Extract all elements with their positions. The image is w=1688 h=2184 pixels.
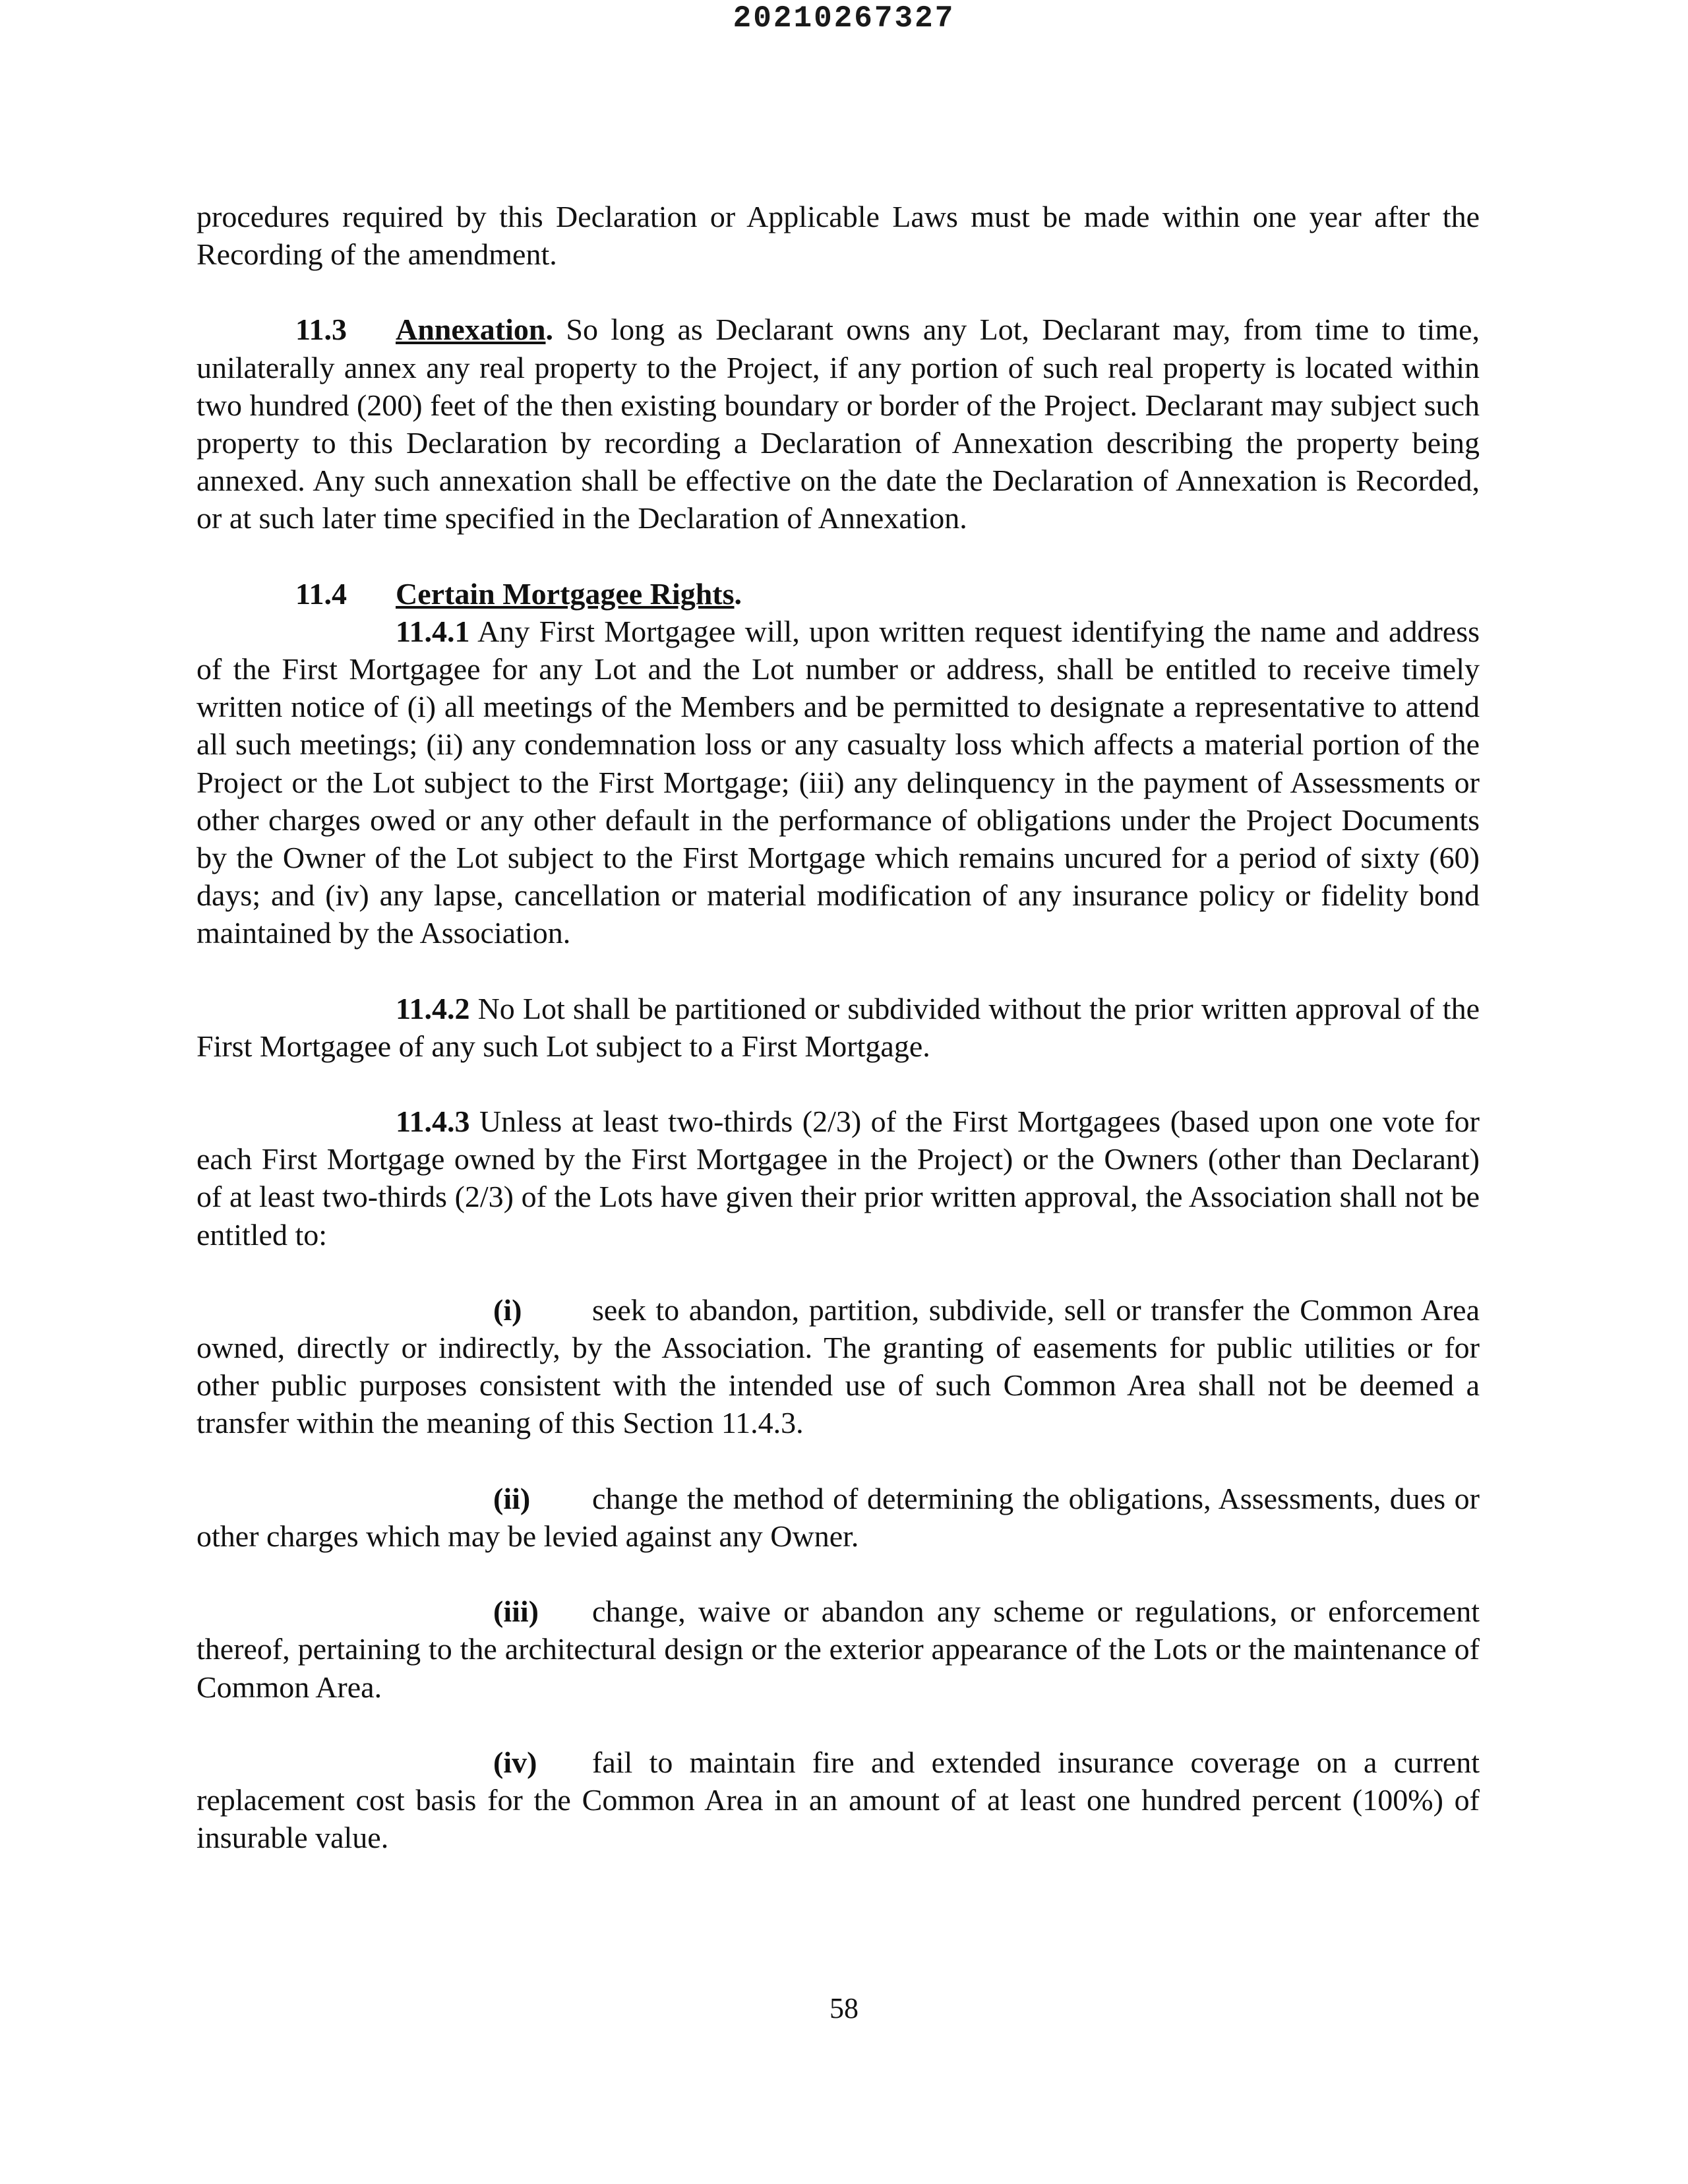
continuation-paragraph: procedures required by this Declaration or Applicable Laws must be made within one year after the Recording of the amendment. xyxy=(196,200,1480,272)
page-number: 58 xyxy=(829,1992,859,2024)
item-label: (ii) xyxy=(493,1481,531,1515)
subsection-11-4-2 xyxy=(196,990,1480,1065)
item-text: seek to abandon, partition, subdivide, sell or transfer the Common Area owned, directly or indirectly, by the Association. The granting of easements for public utilities or for other public purposes consistent with the intended use of such Common Area shall not be deemed a transfer within the meaning of this Section 11.4.3. xyxy=(196,1292,1480,1440)
section-title: Annexation xyxy=(396,313,546,347)
item-label: (iv) xyxy=(493,1745,537,1779)
item-label: (iii) xyxy=(493,1594,539,1629)
subsection-text: Unless at least two-thirds (2/3) of the First Mortgagees (based upon one vote for each First Mortgage owned by the First Mortgagee in the Project) or the Owners (other than Declarant) of at least two-thirds (2/3) of the Lots have given their prior written approval, the Association shall not be entitled to: xyxy=(196,1105,1480,1252)
list-item-i xyxy=(196,1291,1480,1442)
section-title-punct: . xyxy=(545,313,553,347)
subsection-11-4-3 xyxy=(196,1103,1480,1254)
page-body xyxy=(196,198,1480,1856)
list-item-iii xyxy=(196,1592,1480,1706)
section-title-punct: . xyxy=(734,576,742,611)
subsection-text: Any First Mortgagee will, upon written request identifying the name and address of the First Mortgagee for any Lot and the Lot number or address, shall be entitled to receive timely written notice of (i) all meetings of the Members and be permitted to designate a representative to attend all such meetings; (ii) any condemnation loss or any casualty loss which affects a material portion of the Project or the Lot subject to the First Mortgage; (iii) any delinquency in the payment of Assessments or other charges owed or any other default in the performance of obligations under the Project Documents by the Owner of the Lot subject to the First Mortgage which remains uncured for a period of sixty (60) days; and (iv) any lapse, cancellation or material modification of any insurance policy or fidelity bond maintained by the Association. xyxy=(196,614,1480,950)
section-11-3 xyxy=(196,311,1480,537)
subsection-number: 11.4.1 xyxy=(396,614,470,648)
item-text: change, waive or abandon any scheme or regulations, or enforcement thereof, pertaining to the architectural design or the exterior appearance of the Lots or the maintenance of Common Area. xyxy=(196,1594,1480,1704)
subsection-text: No Lot shall be partitioned or subdivided without the prior written approval of the First Mortgagee of any such Lot subject to a First Mortgage. xyxy=(196,991,1480,1063)
item-label: (i) xyxy=(493,1292,522,1327)
section-11-4-heading xyxy=(196,575,1480,613)
list-item-ii xyxy=(196,1480,1480,1555)
section-body: So long as Declarant owns any Lot, Declarant may, from time to time, unilaterally annex any real property to the Project, if any portion of such real property is located within two hundred (200) feet of the then existing boundary or border of the Project. Declarant may subject such property to this Declaration by recording a Declaration of Annexation describing the property being annexed. Any such annexation shall be effective on the date the Declaration of Annexation is Recorded, or at such later time specified in the Declaration of Annexation. xyxy=(196,313,1480,535)
section-title: Certain Mortgagee Rights xyxy=(396,576,735,611)
section-number: 11.3 xyxy=(295,313,347,347)
subsection-11-4-1 xyxy=(196,613,1480,952)
subsection-number: 11.4.3 xyxy=(396,1105,470,1139)
item-text: fail to maintain fire and extended insurance coverage on a current replacement cost basis for the Common Area in an amount of at least one hundred percent (100%) of insurable value. xyxy=(196,1745,1480,1855)
item-text: change the method of determining the obligations, Assessments, dues or other charges which may be levied against any Owner. xyxy=(196,1481,1480,1553)
subsection-number: 11.4.2 xyxy=(396,991,470,1025)
document-number: 20210267327 xyxy=(733,1,955,36)
section-number: 11.4 xyxy=(295,576,347,611)
list-item-iv xyxy=(196,1744,1480,1857)
